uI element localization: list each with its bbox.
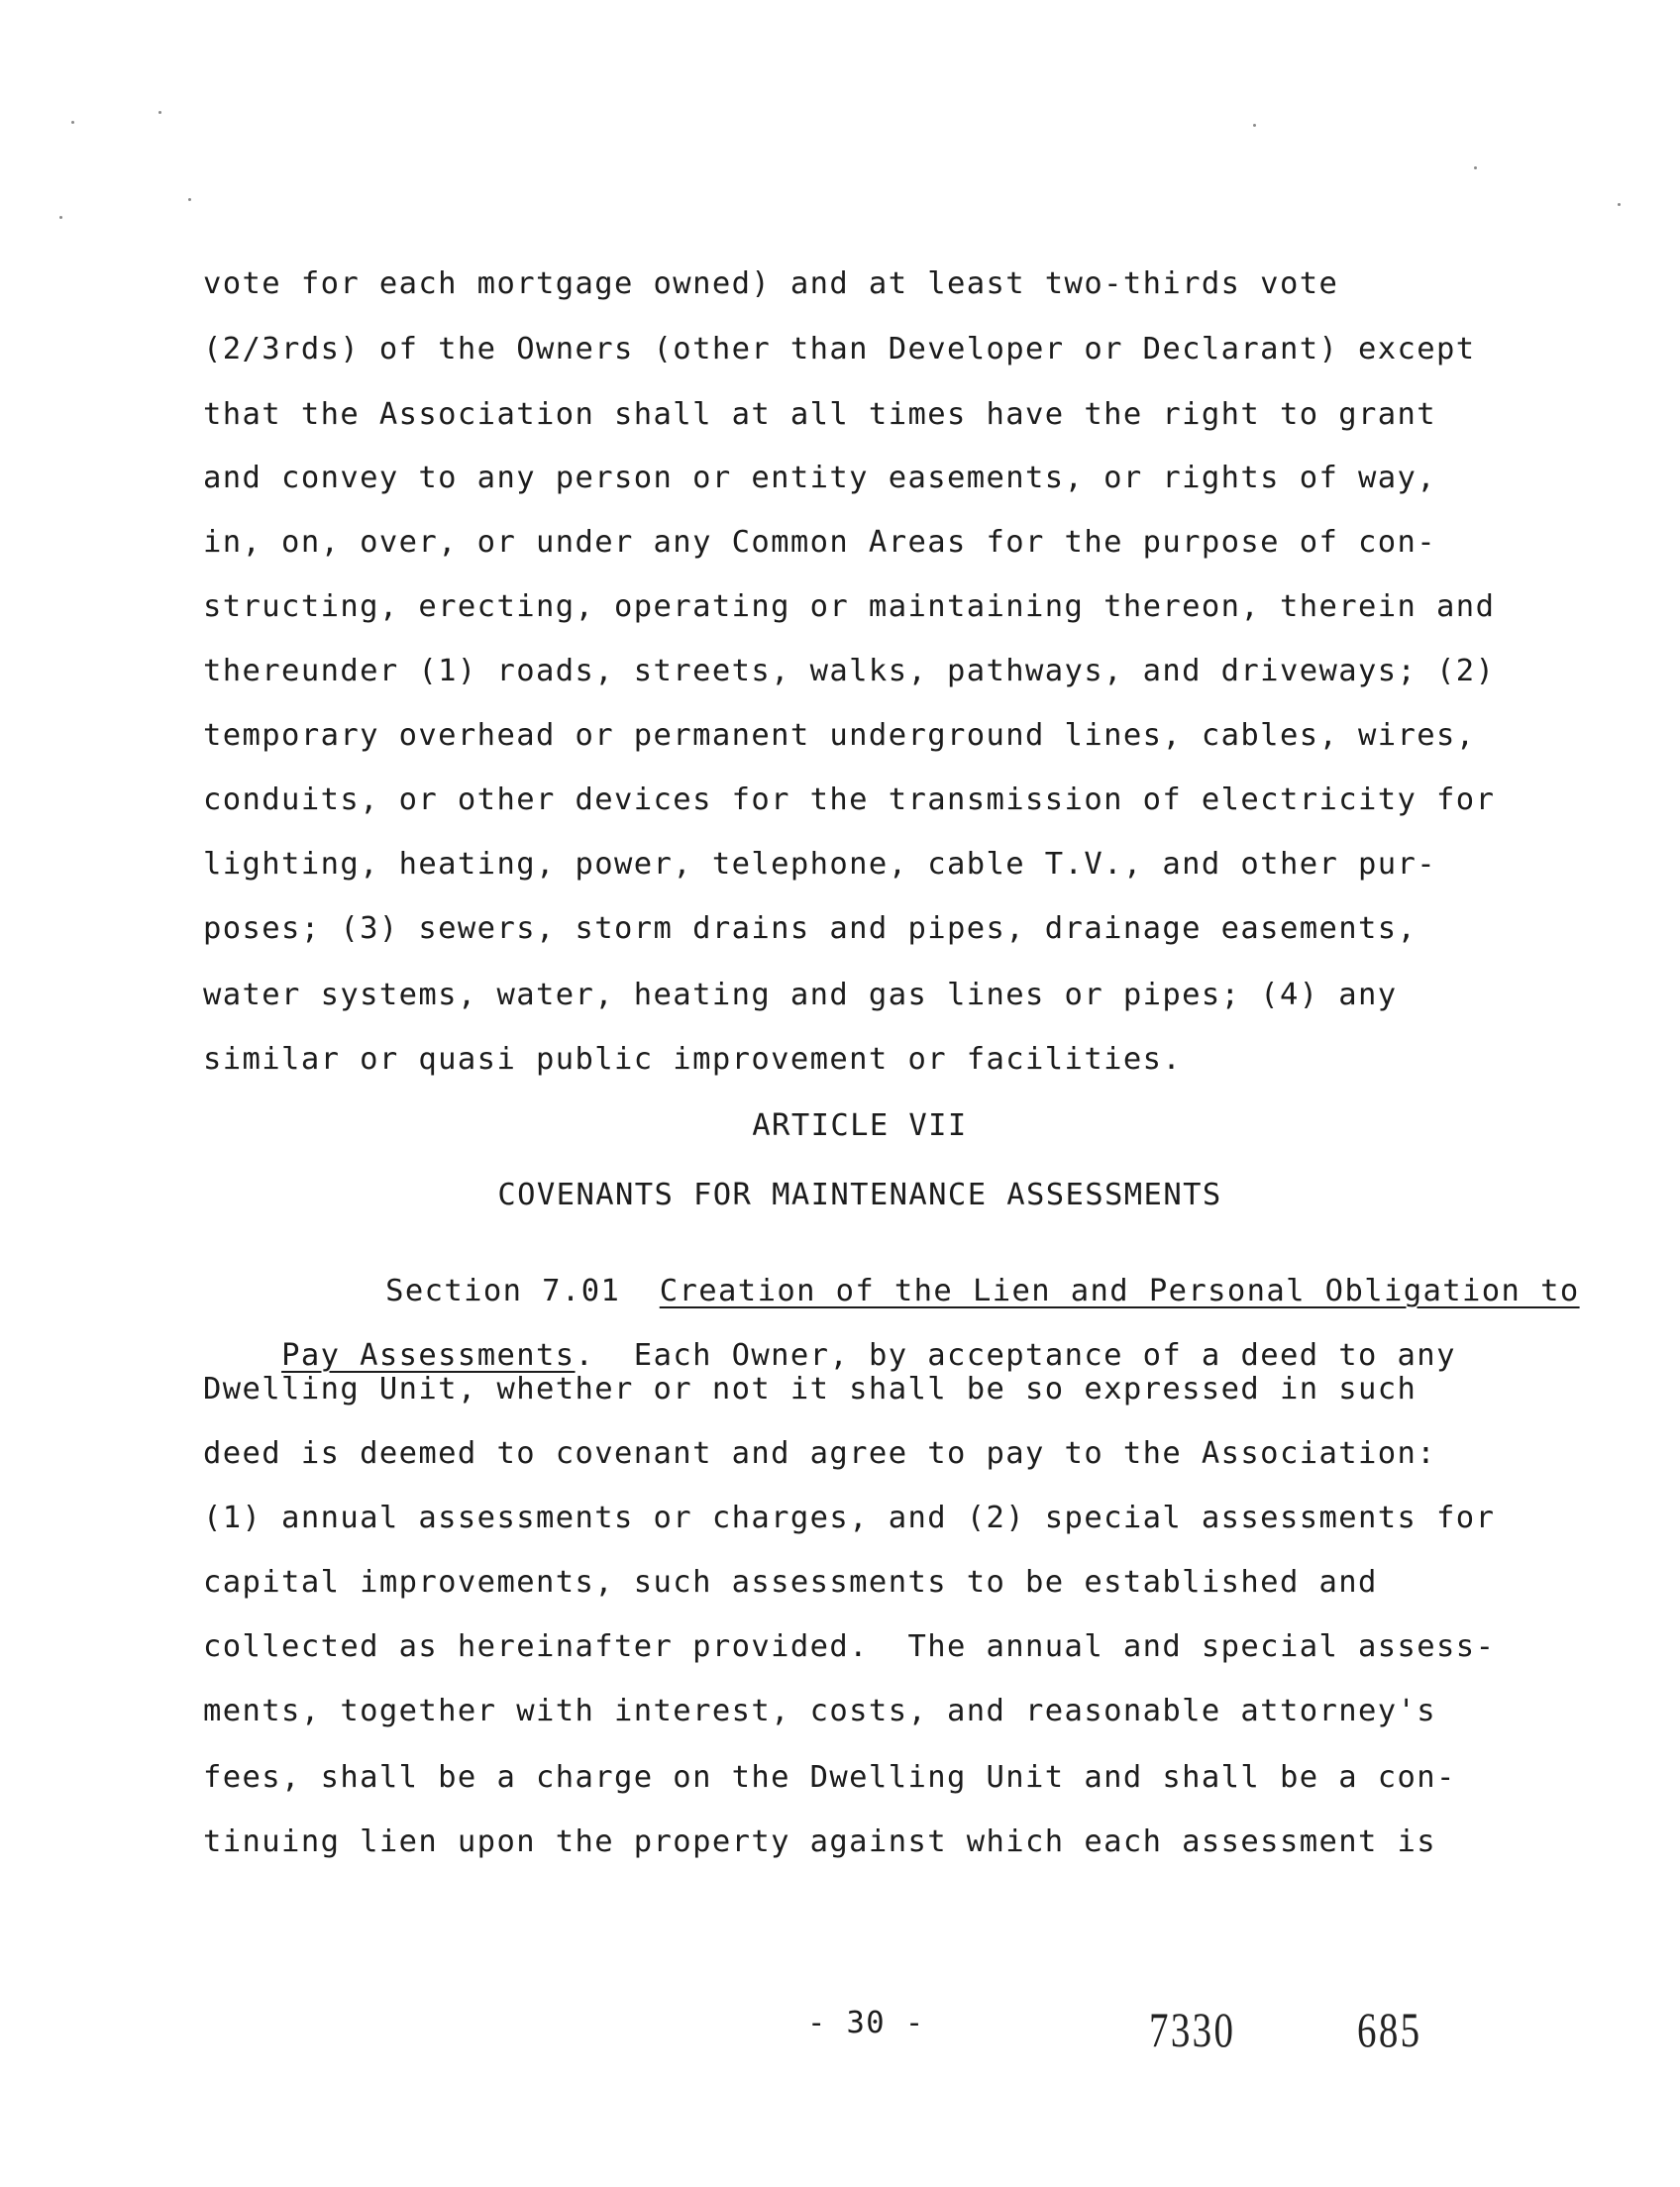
page-number: - 30 - bbox=[807, 2006, 925, 2040]
text-line: conduits, or other devices for the transmission of electricity for bbox=[203, 782, 1496, 817]
section-label: Section 7.01 bbox=[385, 1273, 621, 1308]
article-title: COVENANTS FOR MAINTENANCE ASSESSMENTS bbox=[497, 1178, 1222, 1212]
text-line: capital improvements, such assessments to be established and bbox=[203, 1565, 1378, 1600]
scan-speck bbox=[188, 198, 191, 201]
text-line: water systems, water, heating and gas lines or pipes; (4) any bbox=[203, 978, 1398, 1012]
text-line: in, on, over, or under any Common Areas for the purpose of con- bbox=[203, 525, 1437, 560]
text-line: vote for each mortgage owned) and at least two-thirds vote bbox=[203, 266, 1339, 301]
text-line: collected as hereinafter provided. The annual and special assess- bbox=[203, 1629, 1496, 1664]
scan-speck bbox=[59, 216, 62, 219]
text-line: structing, erecting, operating or maintaining thereon, therein and bbox=[203, 589, 1496, 624]
text-line: similar or quasi public improvement or facilities. bbox=[203, 1042, 1183, 1077]
section-text: . Each Owner, by acceptance of a deed to any bbox=[575, 1337, 1456, 1373]
scan-speck bbox=[71, 121, 74, 124]
text-line: (1) annual assessments or charges, and (2) special assessments for bbox=[203, 1501, 1496, 1535]
scan-speck bbox=[1618, 203, 1621, 206]
text-line: and convey to any person or entity easements, or rights of way, bbox=[203, 461, 1437, 495]
text-line: tinuing lien upon the property against which each assessment is bbox=[203, 1824, 1437, 1859]
scan-speck bbox=[1474, 166, 1477, 169]
text-line: (2/3rds) of the Owners (other than Developer or Declarant) except bbox=[203, 332, 1476, 366]
text-line: poses; (3) sewers, storm drains and pipes, drainage easements, bbox=[203, 911, 1418, 946]
text-line: fees, shall be a charge on the Dwelling Unit and shall be a con- bbox=[203, 1760, 1456, 1795]
scan-speck bbox=[158, 111, 161, 114]
section-title: Creation of the Lien and Personal Obligation to bbox=[659, 1273, 1580, 1308]
section-title-continued: Pay Assessments bbox=[281, 1337, 576, 1373]
text-line: ments, together with interest, costs, and reasonable attorney's bbox=[203, 1694, 1437, 1728]
book-page-number: 685 bbox=[1357, 2002, 1422, 2057]
text-line: lighting, heating, power, telephone, cable T.V., and other pur- bbox=[203, 847, 1437, 882]
scan-speck bbox=[1253, 124, 1256, 127]
text-line: thereunder (1) roads, streets, walks, pathways, and driveways; (2) bbox=[203, 654, 1496, 688]
text-line: Dwelling Unit, whether or not it shall be so expressed in such bbox=[203, 1372, 1418, 1406]
text-line: deed is deemed to covenant and agree to pay to the Association: bbox=[203, 1436, 1437, 1471]
book-number: 7330 bbox=[1149, 2002, 1236, 2057]
article-heading: ARTICLE VII bbox=[752, 1108, 968, 1143]
text-line: that the Association shall at all times have the right to grant bbox=[203, 397, 1437, 432]
text-line: temporary overhead or permanent underground lines, cables, wires, bbox=[203, 718, 1476, 753]
